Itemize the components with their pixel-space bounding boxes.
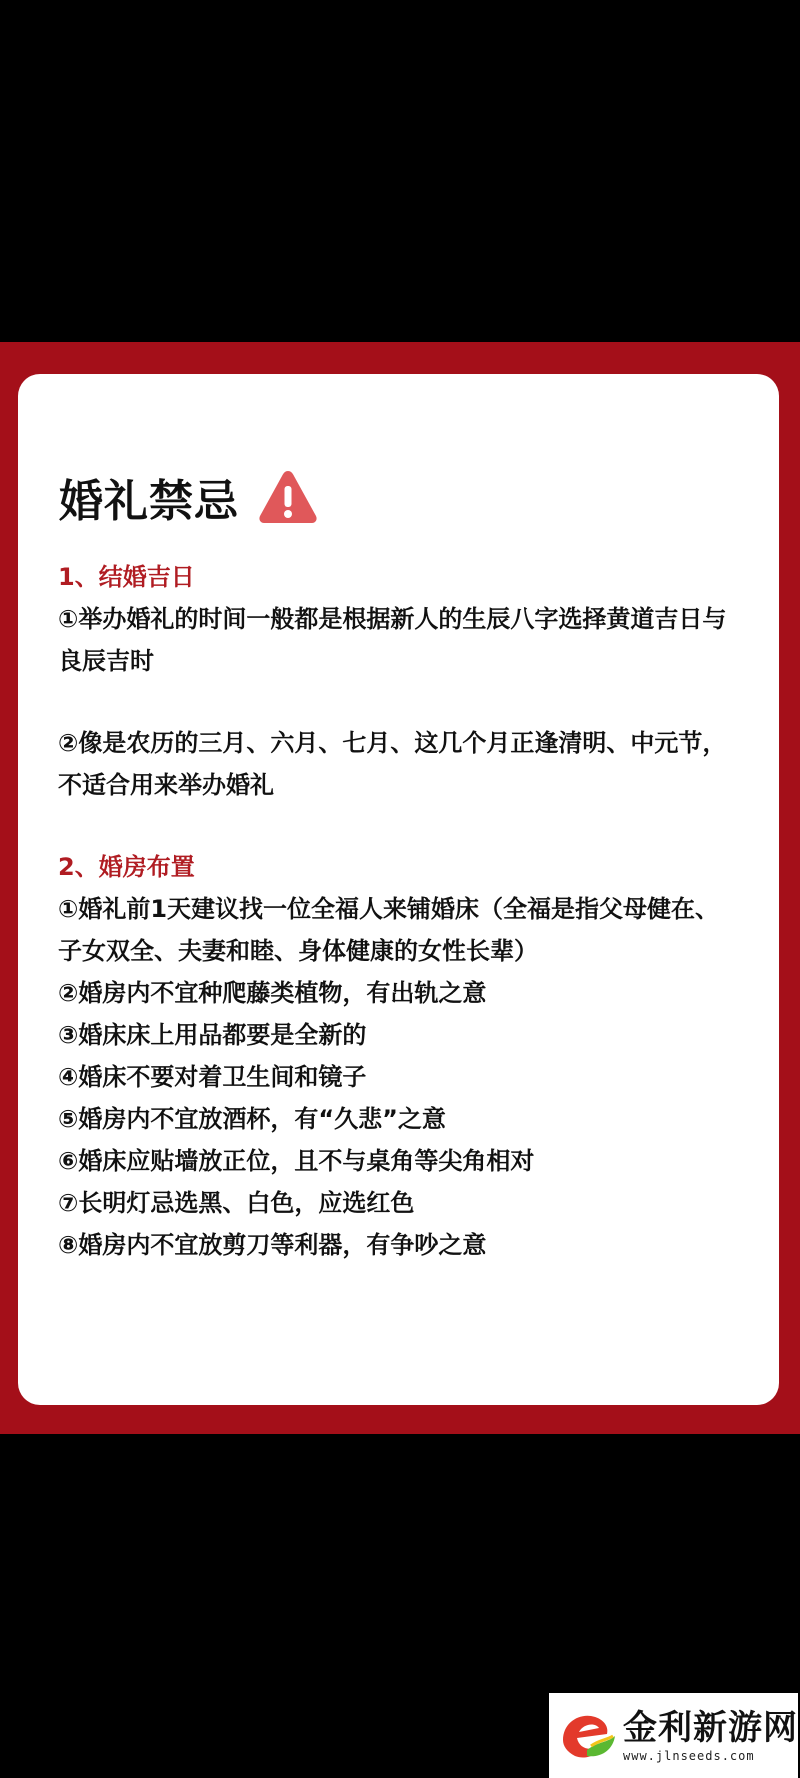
list-item: ⑧婚房内不宜放剪刀等利器，有争吵之意 bbox=[58, 1231, 487, 1259]
list-item: ⑥婚床应贴墙放正位，且不与桌角等尖角相对 bbox=[58, 1147, 535, 1175]
watermark-site-name: 金利新游网 bbox=[623, 1707, 798, 1748]
watermark-url: www.jlnseeds.com bbox=[623, 1748, 755, 1763]
e-leaf-logo bbox=[557, 1706, 617, 1766]
site-watermark bbox=[549, 1693, 798, 1778]
paragraph-avoid-months: ②像是农历的三月、六月、七月、这几个月正逢清明、中元节，不适合用来举办婚礼 bbox=[58, 729, 727, 799]
list-item: ⑦长明灯忌选黑、白色，应选红色 bbox=[58, 1189, 415, 1217]
list-item: ⑤婚房内不宜放酒杯，有“久悲”之意 bbox=[58, 1105, 446, 1133]
title-row bbox=[59, 467, 739, 527]
content-card bbox=[18, 374, 779, 1405]
list-item: ③婚床床上用品都要是全新的 bbox=[58, 1021, 367, 1049]
bridal-room-list bbox=[58, 888, 739, 1266]
list-item: ④婚床不要对着卫生间和镜子 bbox=[58, 1063, 367, 1091]
section-heading-bridal-room: 2、婚房布置 bbox=[58, 853, 195, 881]
spacer bbox=[58, 527, 739, 560]
watermark-text bbox=[623, 1708, 798, 1764]
paragraph-auspicious-date: ①举办婚礼的时间一般都是根据新人的生辰八字选择黄道吉日与良辰吉时 bbox=[58, 605, 727, 675]
list-item: ②婚房内不宜种爬藤类植物，有出轨之意 bbox=[58, 979, 487, 1007]
warning-triangle-icon bbox=[257, 468, 319, 526]
page-title: 婚礼禁忌 bbox=[59, 476, 239, 527]
list-item: ①婚礼前1天建议找一位全福人来铺婚床（全福是指父母健在、子女双全、夫妻和睦、身体健康的女性长辈） bbox=[58, 895, 720, 965]
section-heading-wedding-date: 1、结婚吉日 bbox=[58, 563, 195, 591]
